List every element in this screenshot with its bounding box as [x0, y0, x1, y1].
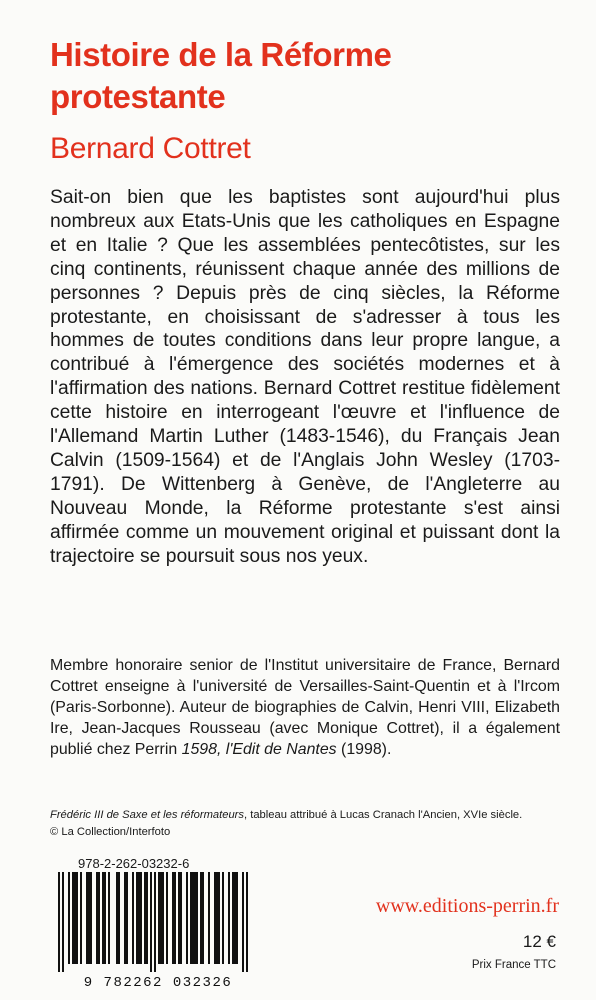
credit-caption: , tableau attribué à Lucas Cranach l'Ancien, XVIe siècle. — [244, 809, 523, 821]
barcode-bar — [80, 872, 82, 964]
barcode-bar — [228, 872, 230, 964]
author-name: Bernard Cottret — [50, 132, 251, 165]
barcode-bar — [246, 872, 248, 972]
barcode-bar — [150, 872, 152, 972]
bio-book-year: (1998). — [336, 741, 392, 758]
barcode-bar — [214, 872, 220, 964]
price-note: Prix France TTC — [471, 959, 556, 971]
barcode-bar — [58, 872, 60, 972]
barcode-bar — [166, 872, 168, 964]
barcode-bar — [124, 872, 128, 964]
barcode-bar — [72, 872, 78, 964]
barcode-bar — [86, 872, 92, 964]
barcode-bar — [200, 872, 204, 964]
barcode-bar — [232, 872, 238, 964]
barcode-bar — [102, 872, 106, 964]
book-title: Histoire de la Réforme protestante — [50, 36, 392, 115]
isbn: 978-2-262-03232-6 — [78, 856, 190, 871]
price: 12 € — [522, 932, 556, 951]
barcode-bar — [96, 872, 100, 964]
barcode-bar — [144, 872, 148, 964]
barcode-bar — [68, 872, 70, 964]
credit-copyright: © La Collection/Interfoto — [50, 826, 171, 838]
barcode-bar — [186, 872, 188, 964]
author-bio — [50, 655, 560, 760]
barcode-bar — [178, 872, 182, 964]
publisher-website[interactable]: www.editions-perrin.fr — [375, 895, 559, 917]
credit-artwork: Frédéric III de Saxe et les réformateurs — [50, 809, 244, 821]
barcode-bar — [154, 872, 156, 972]
barcode-bar — [190, 872, 198, 964]
barcode — [46, 872, 270, 990]
barcode-bar — [136, 872, 142, 964]
barcode-bar — [108, 872, 110, 964]
barcode-bar — [116, 872, 120, 964]
barcode-bar — [172, 872, 176, 964]
barcode-bar — [62, 872, 64, 972]
barcode-bar — [158, 872, 164, 964]
barcode-bar — [208, 872, 210, 964]
cover-credit — [50, 807, 570, 841]
barcode-bar — [222, 872, 224, 964]
bio-book-title: 1598, l'Edit de Nantes — [181, 741, 337, 758]
bio-text: Membre honoraire senior de l'Institut universitaire de France, Bernard Cottret enseigne à l'université de Versailles-Saint-Quentin et à l'Ircom (Paris-Sorbonne). Auteur de biographies de Calvin, Henri VIII, Elizabeth Ire, Jean-Jacques Rousseau (avec Monique Cottret), il a également publié chez Perrin — [50, 657, 560, 758]
book-summary: Sait-on bien que les baptistes sont aujourd'hui plus nombreux aux Etats-Unis que les catholiques en Espagne et en Italie ? Que les assemblées pentecôtistes, sur les cinq continents, réunissent chaque année des millions de personnes ? Depuis près de cinq siècles, la Réforme protestante, en choisissant de s'adresser à tous les hommes de toutes conditions dans leur propre langue, a contribué à l'émergence des sociétés modernes et à l'affirmation des nations. Bernard Cottret restitue fidèlement cette histoire en interrogeant l'œuvre et l'influence de l'Allemand Martin Luther (1483-1546), du Français Jean Calvin (1509-1564) et de l'Anglais John Wesley (1703-1791). De Wittenberg à Genève, de l'Angleterre au Nouveau Monde, la Réforme protestante s'est ainsi affirmée comme un mouvement original et puissant dont la trajectoire se poursuit sous nos yeux. — [50, 187, 560, 567]
barcode-digits: 9 782262 032326 — [83, 975, 233, 990]
barcode-bar — [242, 872, 244, 972]
barcode-bar — [132, 872, 134, 964]
